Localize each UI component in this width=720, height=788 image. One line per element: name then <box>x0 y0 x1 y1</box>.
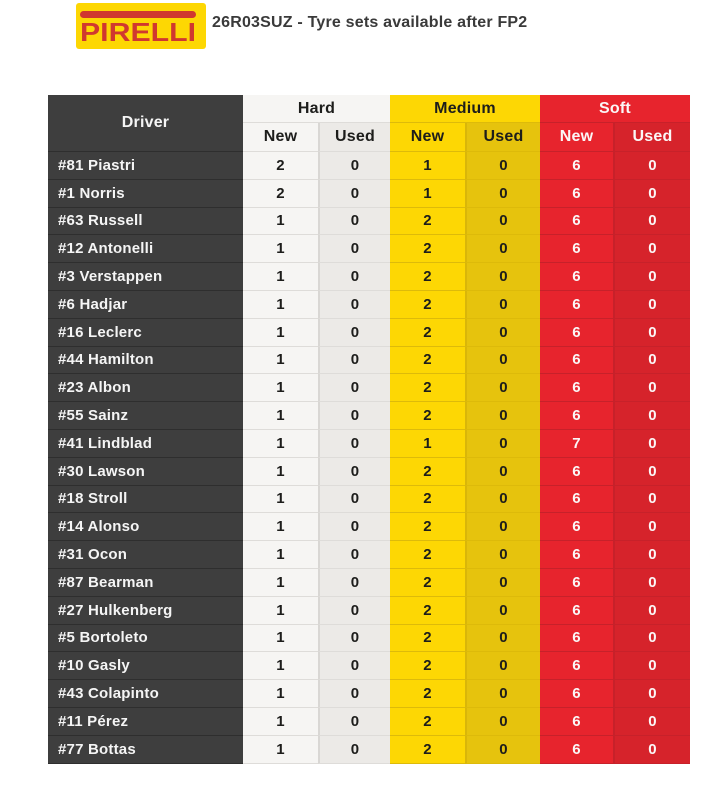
value-cell: 0 <box>465 291 540 319</box>
value-cell: 1 <box>243 291 318 319</box>
value-cell: 1 <box>243 486 318 514</box>
driver-cell: #55 Sainz <box>48 402 243 430</box>
driver-cell: #16 Leclerc <box>48 319 243 347</box>
value-cell: 0 <box>613 152 690 180</box>
value-cell: 6 <box>540 319 613 347</box>
value-cell: 0 <box>613 263 690 291</box>
value-cell: 2 <box>390 458 465 486</box>
value-cell: 6 <box>540 513 613 541</box>
value-cell: 0 <box>613 180 690 208</box>
value-cell: 0 <box>613 736 690 764</box>
driver-cell: #30 Lawson <box>48 458 243 486</box>
value-cell: 1 <box>243 235 318 263</box>
value-cell: 0 <box>318 708 390 736</box>
value-cell: 0 <box>613 235 690 263</box>
pirelli-logo-graphic <box>76 3 206 49</box>
value-cell: 0 <box>318 402 390 430</box>
value-cell: 1 <box>243 625 318 653</box>
value-cell: 7 <box>540 430 613 458</box>
value-cell: 1 <box>390 152 465 180</box>
value-cell: 0 <box>465 625 540 653</box>
value-cell: 2 <box>390 680 465 708</box>
value-cell: 0 <box>465 680 540 708</box>
value-cell: 0 <box>318 152 390 180</box>
value-cell: 0 <box>613 319 690 347</box>
value-cell: 0 <box>465 319 540 347</box>
value-cell: 6 <box>540 235 613 263</box>
value-cell: 6 <box>540 347 613 375</box>
value-cell: 6 <box>540 263 613 291</box>
value-cell: 2 <box>390 625 465 653</box>
value-cell: 1 <box>243 597 318 625</box>
value-cell: 1 <box>243 652 318 680</box>
value-cell: 0 <box>318 235 390 263</box>
value-cell: 1 <box>243 680 318 708</box>
value-cell: 0 <box>613 708 690 736</box>
value-cell: 6 <box>540 374 613 402</box>
value-cell: 0 <box>613 597 690 625</box>
value-cell: 0 <box>613 458 690 486</box>
driver-cell: #3 Verstappen <box>48 263 243 291</box>
soft-used-header: Used <box>613 123 690 152</box>
value-cell: 0 <box>465 458 540 486</box>
value-cell: 0 <box>318 291 390 319</box>
soft-new-header: New <box>540 123 613 152</box>
value-cell: 1 <box>390 180 465 208</box>
value-cell: 1 <box>243 263 318 291</box>
value-cell: 1 <box>390 430 465 458</box>
value-cell: 6 <box>540 486 613 514</box>
value-cell: 0 <box>613 486 690 514</box>
value-cell: 0 <box>465 513 540 541</box>
medium-group-header: Medium <box>390 95 540 123</box>
hard-group-header: Hard <box>243 95 390 123</box>
value-cell: 1 <box>243 708 318 736</box>
value-cell: 2 <box>390 347 465 375</box>
value-cell: 1 <box>243 458 318 486</box>
driver-cell: #77 Bottas <box>48 736 243 764</box>
value-cell: 0 <box>465 347 540 375</box>
value-cell: 6 <box>540 208 613 236</box>
value-cell: 1 <box>243 569 318 597</box>
value-cell: 0 <box>465 374 540 402</box>
soft-group-header: Soft <box>540 95 690 123</box>
driver-cell: #81 Piastri <box>48 152 243 180</box>
value-cell: 2 <box>390 736 465 764</box>
value-cell: 2 <box>390 652 465 680</box>
driver-cell: #23 Albon <box>48 374 243 402</box>
value-cell: 2 <box>390 486 465 514</box>
driver-cell: #6 Hadjar <box>48 291 243 319</box>
value-cell: 6 <box>540 597 613 625</box>
value-cell: 0 <box>465 597 540 625</box>
driver-cell: #87 Bearman <box>48 569 243 597</box>
hard-used-header: Used <box>318 123 390 152</box>
value-cell: 6 <box>540 152 613 180</box>
value-cell: 2 <box>243 180 318 208</box>
value-cell: 0 <box>318 541 390 569</box>
hard-new-header: New <box>243 123 318 152</box>
value-cell: 0 <box>613 374 690 402</box>
driver-cell: #43 Colapinto <box>48 680 243 708</box>
value-cell: 1 <box>243 736 318 764</box>
value-cell: 6 <box>540 541 613 569</box>
value-cell: 0 <box>613 430 690 458</box>
value-cell: 0 <box>465 430 540 458</box>
value-cell: 0 <box>318 736 390 764</box>
value-cell: 6 <box>540 458 613 486</box>
value-cell: 2 <box>390 374 465 402</box>
value-cell: 0 <box>613 652 690 680</box>
value-cell: 6 <box>540 652 613 680</box>
value-cell: 0 <box>318 319 390 347</box>
value-cell: 0 <box>613 625 690 653</box>
value-cell: 0 <box>318 347 390 375</box>
value-cell: 0 <box>318 625 390 653</box>
value-cell: 0 <box>318 180 390 208</box>
value-cell: 1 <box>243 347 318 375</box>
value-cell: 0 <box>465 263 540 291</box>
value-cell: 6 <box>540 736 613 764</box>
value-cell: 0 <box>613 208 690 236</box>
value-cell: 0 <box>613 541 690 569</box>
value-cell: 2 <box>390 597 465 625</box>
value-cell: 0 <box>613 569 690 597</box>
medium-used-header: Used <box>465 123 540 152</box>
driver-cell: #27 Hulkenberg <box>48 597 243 625</box>
report-header <box>0 0 720 60</box>
page-title: 26R03SUZ - Tyre sets available after FP2 <box>212 14 528 31</box>
tyre-table <box>48 95 690 764</box>
pirelli-logo-text: PIRELLI <box>80 17 196 47</box>
driver-cell: #18 Stroll <box>48 486 243 514</box>
value-cell: 0 <box>318 597 390 625</box>
value-cell: 0 <box>613 680 690 708</box>
value-cell: 1 <box>243 208 318 236</box>
value-cell: 1 <box>243 402 318 430</box>
value-cell: 6 <box>540 625 613 653</box>
value-cell: 2 <box>390 263 465 291</box>
value-cell: 6 <box>540 680 613 708</box>
value-cell: 0 <box>318 680 390 708</box>
value-cell: 0 <box>318 263 390 291</box>
value-cell: 2 <box>390 569 465 597</box>
value-cell: 6 <box>540 291 613 319</box>
value-cell: 0 <box>318 652 390 680</box>
driver-cell: #41 Lindblad <box>48 430 243 458</box>
value-cell: 0 <box>318 486 390 514</box>
medium-new-header: New <box>390 123 465 152</box>
value-cell: 0 <box>613 402 690 430</box>
value-cell: 1 <box>243 430 318 458</box>
value-cell: 1 <box>243 319 318 347</box>
value-cell: 0 <box>318 208 390 236</box>
value-cell: 6 <box>540 569 613 597</box>
value-cell: 0 <box>465 235 540 263</box>
value-cell: 0 <box>613 347 690 375</box>
value-cell: 0 <box>318 569 390 597</box>
driver-cell: #31 Ocon <box>48 541 243 569</box>
value-cell: 0 <box>465 736 540 764</box>
driver-cell: #12 Antonelli <box>48 235 243 263</box>
value-cell: 0 <box>318 430 390 458</box>
value-cell: 0 <box>465 708 540 736</box>
value-cell: 1 <box>243 374 318 402</box>
value-cell: 0 <box>465 180 540 208</box>
pirelli-logo <box>76 3 206 49</box>
driver-cell: #1 Norris <box>48 180 243 208</box>
value-cell: 0 <box>465 541 540 569</box>
driver-cell: #10 Gasly <box>48 652 243 680</box>
value-cell: 6 <box>540 708 613 736</box>
driver-column-header: Driver <box>48 95 243 152</box>
driver-cell: #63 Russell <box>48 208 243 236</box>
value-cell: 6 <box>540 180 613 208</box>
value-cell: 0 <box>318 513 390 541</box>
value-cell: 1 <box>243 541 318 569</box>
value-cell: 6 <box>540 402 613 430</box>
value-cell: 0 <box>318 374 390 402</box>
value-cell: 2 <box>390 291 465 319</box>
driver-cell: #14 Alonso <box>48 513 243 541</box>
value-cell: 0 <box>465 208 540 236</box>
driver-cell: #11 Pérez <box>48 708 243 736</box>
value-cell: 2 <box>390 319 465 347</box>
value-cell: 0 <box>465 152 540 180</box>
value-cell: 0 <box>465 569 540 597</box>
value-cell: 0 <box>465 486 540 514</box>
value-cell: 0 <box>465 402 540 430</box>
value-cell: 2 <box>390 208 465 236</box>
value-cell: 1 <box>243 513 318 541</box>
value-cell: 2 <box>390 513 465 541</box>
value-cell: 2 <box>390 541 465 569</box>
value-cell: 0 <box>318 458 390 486</box>
value-cell: 0 <box>613 291 690 319</box>
value-cell: 0 <box>613 513 690 541</box>
value-cell: 2 <box>390 708 465 736</box>
value-cell: 2 <box>243 152 318 180</box>
value-cell: 2 <box>390 235 465 263</box>
driver-cell: #44 Hamilton <box>48 347 243 375</box>
value-cell: 0 <box>465 652 540 680</box>
driver-cell: #5 Bortoleto <box>48 625 243 653</box>
value-cell: 2 <box>390 402 465 430</box>
